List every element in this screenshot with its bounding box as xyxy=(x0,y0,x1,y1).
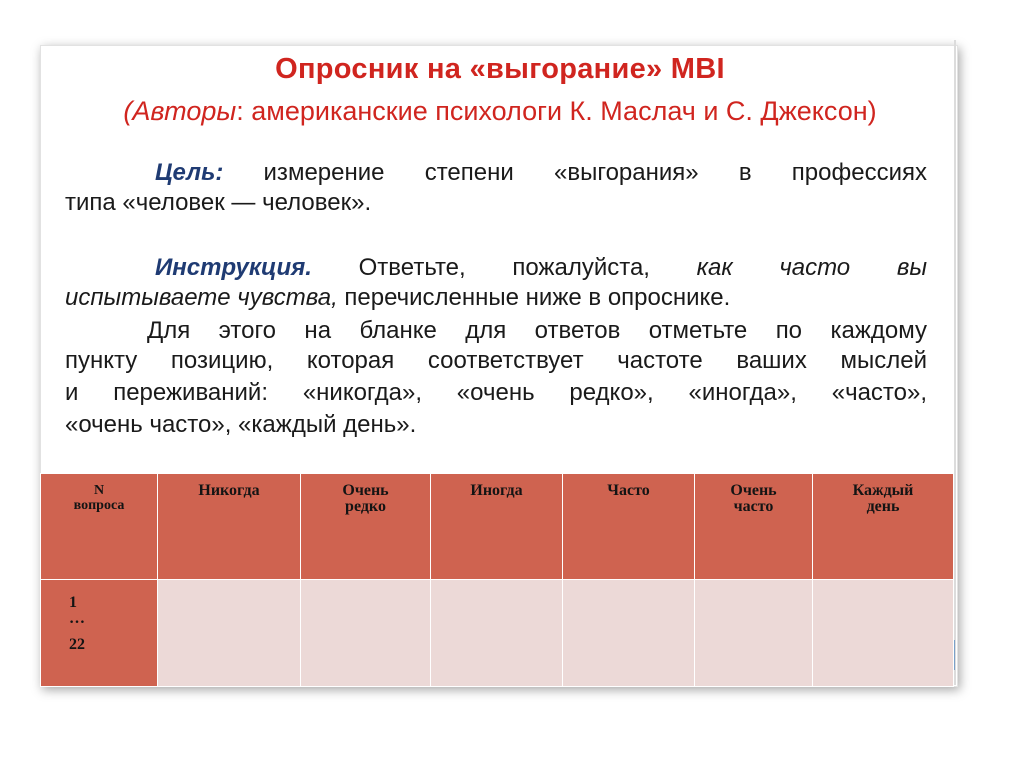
goal-line-2: типа «человек — человек». xyxy=(65,189,372,216)
page-title: Опросник на «выгорание» MBI xyxy=(275,53,725,85)
answer-cell-very-often[interactable] xyxy=(695,580,813,687)
header-question-number: N вопроса xyxy=(41,474,158,580)
authors-label: (Авторы xyxy=(123,96,237,126)
table-row xyxy=(41,580,954,687)
header-never: Никогда xyxy=(158,474,301,580)
instruction-label: Инструкция. xyxy=(155,254,312,281)
instruction-italic: как часто вы xyxy=(696,254,928,281)
paragraph-line-2: пункту позицию, которая соответствует частоте ваших мыслей xyxy=(65,347,927,374)
instruction-text-2: перечисленные ниже в опроснике. xyxy=(337,284,731,311)
goal-line-1 xyxy=(65,158,927,188)
header-every-day: Каждый день xyxy=(813,474,954,580)
header-very-rarely: Очень редко xyxy=(301,474,431,580)
paragraph-line-1 xyxy=(65,316,927,346)
instruction-line-2 xyxy=(65,283,927,313)
header-often: Часто xyxy=(563,474,695,580)
answer-cell-never[interactable] xyxy=(158,580,301,687)
paragraph-line-4: «очень часто», «каждый день». xyxy=(65,411,417,438)
paragraph-text-1: Для этого на бланке для ответов отметьте по каждому xyxy=(147,317,927,344)
goal-label: Цель: xyxy=(155,159,224,186)
instruction-line-1 xyxy=(65,253,927,283)
goal-text: измерение степени «выгорания» в профессиях xyxy=(223,159,927,186)
instruction-italic-2: испытываете чувства, xyxy=(65,284,338,311)
answer-table xyxy=(40,473,954,687)
answer-cell-often[interactable] xyxy=(563,580,695,687)
subtitle-authors xyxy=(0,96,1000,127)
header-sometimes: Иногда xyxy=(431,474,563,580)
slide-edge xyxy=(954,40,956,685)
paragraph-line-3: и переживаний: «никогда», «очень редко», «иногда», «часто», xyxy=(65,379,927,406)
table-header-row xyxy=(41,474,954,580)
header-very-often: Очень часто xyxy=(695,474,813,580)
answer-cell-sometimes[interactable] xyxy=(431,580,563,687)
row-question-numbers: 1 … 22 xyxy=(41,580,158,687)
instruction-text: Ответьте, пожалуйста, xyxy=(311,254,697,281)
authors-text: : американские психологи К. Маслач и С. Джексон) xyxy=(236,96,877,126)
answer-cell-every-day[interactable] xyxy=(813,580,954,687)
answer-cell-very-rarely[interactable] xyxy=(301,580,431,687)
